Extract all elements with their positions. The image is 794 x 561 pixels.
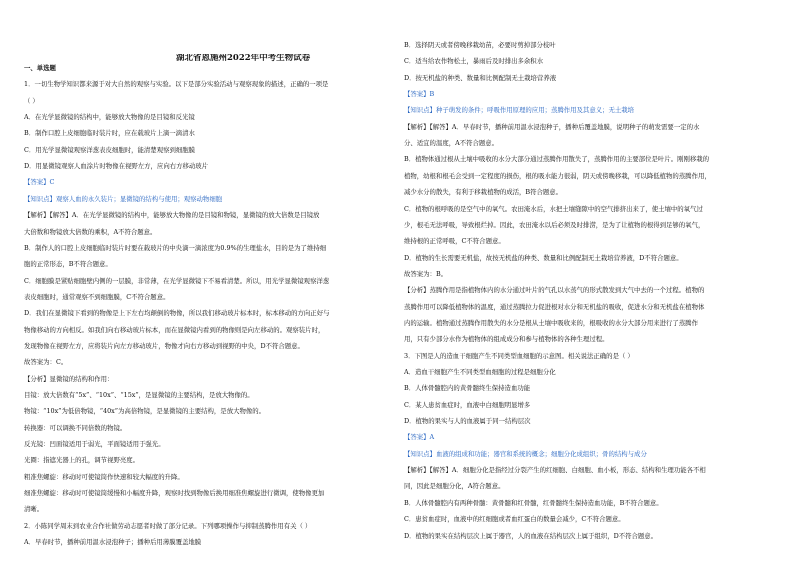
text-line: 2．小陈同学周末到农业合作社做劳动志愿者时做了部分记录。下列哪项操作与抑制蒸腾作用有关（ ） — [24, 521, 312, 530]
text-line: 粗准焦螺旋：移动时可使镜筒作快速和较大幅度的升降。 — [24, 472, 184, 481]
section-heading: 一、单选题 — [24, 64, 56, 72]
text-line: C．植物的根呼吸的是空气中的氧气。农田淹水后，水把土壤缝隙中的空气排挤出来了，使土壤中的氧气过 — [404, 204, 703, 213]
answer-tag-line: 【知识点】种子萌发的条件；呼吸作用原理的应用；蒸腾作用及其意义；无土栽培 — [404, 106, 635, 115]
text-line: 反光镜：凹面镜适用于弱光，平面镜适用于强光。 — [24, 440, 165, 449]
text-line: 蒸腾作用可以降低植物体的温度，通过蒸腾拉力促进根对水分和无机盐的吸收，促进水分和无机盐在植物体 — [404, 302, 705, 311]
text-line: 植物，幼根和根毛会受到一定程度的损伤，根的吸水能力很弱，阴天或傍晚移栽，可以降低植物的蒸腾作用， — [404, 171, 711, 180]
text-line: 故答案为：C。 — [24, 358, 68, 367]
text-line: A．早春时节，播种前用温水浸泡种子；播种后用薄膜覆盖地膜 — [24, 538, 202, 547]
answer-tag-line: 【答案】B — [404, 90, 435, 99]
text-line: B．制作口腔上皮细胞临时装片时，应在载玻片上滴一滴清水 — [24, 129, 195, 138]
text-line: B．选择阴天或者傍晚移栽幼苗，必要时剪掉部分枝叶 — [404, 41, 556, 49]
text-line: 胞的正常形态，B不符合题意。 — [24, 260, 112, 269]
answer-tag-line: 【答案】A — [404, 433, 435, 442]
text-line: C．适当给农作物松土，暴雨后及时排出多余积水 — [404, 57, 544, 66]
text-line: 分、适宜的温度，A不符合题意。 — [404, 139, 499, 148]
text-line: 【分析】蒸腾作用是指植物体内的水分通过叶片的气孔以水蒸气的形式散发到大气中去的一个过程。植物的 — [404, 286, 705, 295]
text-line: 光圈：指遮光器上的孔，调节视野亮度。 — [24, 456, 140, 465]
text-line: D．我们在显微镜下看到的物像是上下左右均颠倒的物像，所以我们移动玻片标本时，标本移动的方向正好与 — [24, 309, 330, 318]
text-line: 清晰。 — [24, 505, 44, 514]
text-line: C．细胞膜是紧贴细胞壁内侧的一层膜，非常薄，在光学显微镜下不易看清楚。所以，用光学显微镜观察洋葱 — [24, 276, 330, 285]
text-line: 物镜：“10x”为低倍物镜，“40x”为高倍物镜，是显微镜的主要结构，是放大物像的。 — [24, 407, 266, 416]
text-line: C．患贫血症时，血液中的红细胞或者血红蛋白的数量会减少，C不符合题意。 — [404, 515, 625, 524]
text-line: 【解析】【解答】A．早春时节，播种前用温水浸泡种子，播种后覆盖地膜，说明种子的萌发需要一定的水 — [404, 122, 700, 131]
text-line: 用，只有少部分水作为植物体的组成成分和参与植物体的各种生理过程。 — [404, 335, 609, 344]
text-line: 少，根毛无法呼吸，导致根烂掉。因此，农田淹水以后必须及时排涝，是为了让植物的根得到足够的氧气， — [404, 220, 705, 229]
text-line: D．植物的果实与人的血液属于同一结构层次 — [404, 417, 531, 426]
text-line: 大倍数和物镜放大倍数的乘积，A不符合题意。 — [24, 227, 157, 236]
text-line: B．制作人的口腔上皮细胞临时装片时要在载玻片的中央滴一滴浓度为0.9%的生理盐水，目的是为了维持细 — [24, 243, 327, 252]
text-line: 减少水分的散失，有利于移栽植物的成活，B符合题意。 — [404, 188, 563, 197]
text-line: D．按无机盐的种类、数量和比例配制无土栽培营养液 — [404, 73, 557, 82]
text-line: C．某人患贫血症时，血液中白细胞明显增多 — [404, 400, 531, 409]
text-line: 1．一切生物学知识都来源于对大自然的观察与实验。以下是部分实验活动与观察现象的描述，正确的一项是 — [24, 80, 329, 89]
text-line: B．人体骨髓腔内有两种骨髓：黄骨髓和红骨髓，红骨髓终生保持造血功能，B不符合题意。 — [404, 498, 663, 507]
answer-tag-line: 【答案】C — [24, 178, 55, 187]
text-line: C．用光学显微镜观察洋葱表皮细胞时，能清楚观察到细胞膜 — [24, 145, 196, 154]
text-line: 物像移动的方向相反。如我们向右移动玻片标本，而在显微镜内看到的物像则是向左移动的。观察装片时， — [24, 325, 325, 334]
answer-tag-line: 【知识点】血液的组成和功能；器官和系统的概念；细胞分化成组织；骨的结构与成分 — [404, 449, 647, 458]
text-line: D．用显微镜观察人血涂片时物像在视野左方，应向右方移动玻片 — [24, 162, 209, 171]
text-line: A．造血干细胞产生不同类型血细胞的过程是细胞分化 — [404, 368, 556, 376]
text-line: 转换器：可以调换不同倍数的物镜。 — [24, 423, 127, 432]
text-line: 维持根的正常呼吸，C不符合题意。 — [404, 237, 505, 246]
text-line: 细准焦螺旋：移动时可使镜筒缓慢和小幅度升降，观察时找到物像后换用细准焦螺旋进行微调，使物像更加 — [24, 489, 325, 498]
text-line: 【分析】显微镜的结构和作用： — [24, 374, 114, 383]
text-line: A．在光学显微镜的结构中，能够放大物像的是目镜和反光镜 — [24, 113, 195, 122]
document-title: 湖北省恩施州2022年中考生物试卷 — [176, 54, 311, 62]
text-line: 【解析】【解答】A．细胞分化是指经过分裂产生的红细胞、白细胞、血小板，形态、结构和生理功能各不相 — [404, 466, 706, 475]
text-line: B．人体骨髓腔内的黄骨髓终生保持造血功能 — [404, 384, 531, 393]
text-line: 目镜：放大倍数有“5x”、“10x”、“15x”，是显微镜的主要结构，是放大物像的。 — [24, 391, 254, 399]
text-line: 同，因此是细胞分化，A符合题意。 — [404, 482, 505, 491]
text-line: 【解析】【解答】A．在光学显微镜的结构中，能够放大物像的是目镜和物镜，显微镜的放大倍数是目镜放 — [24, 211, 320, 220]
text-line: 3．下图是人的造血干细胞产生不同类型血细胞的示意图。相关说法正确的是（ ） — [404, 351, 634, 360]
text-line: D．植物的生长需要无机盐，故按无机盐的种类、数量和比例配制无土栽培营养液，D不符合题意。 — [404, 253, 683, 262]
text-line: 故答案为：B。 — [404, 269, 448, 278]
text-line: D．植物的果实在结构层次上属于器官，人的血液在结构层次上属于组织，D不符合题意。 — [404, 531, 658, 540]
text-line: （ ） — [24, 96, 39, 105]
text-line: 发现物像在视野左方，应将装片向左方移动玻片，物像才向右方移动到视野的中央，D不符合题意。 — [24, 341, 304, 350]
answer-tag-line: 【知识点】观察人血的永久装片；显微镜的结构与使用；观察动物细胞 — [24, 194, 223, 203]
text-line: 内的运输。植物通过蒸腾作用散失的水分是根从土壤中吸收来的，根吸收的水分大部分用来进行了蒸腾作 — [404, 318, 698, 327]
text-line: B．植物体通过根从土壤中吸收的水分大部分通过蒸腾作用散失了，蒸腾作用的主要部位是叶片。刚刚移栽的 — [404, 155, 710, 164]
text-line: 表皮细胞时，通常观察不到细胞膜，C不符合题意。 — [24, 292, 170, 301]
